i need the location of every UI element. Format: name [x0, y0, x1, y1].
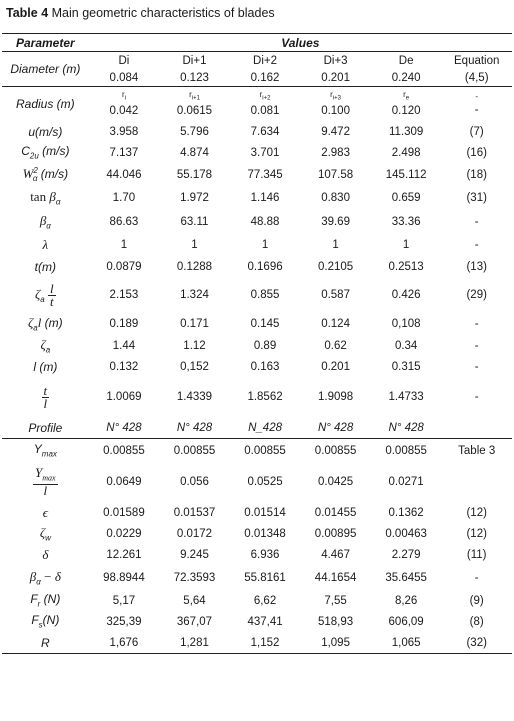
value-cell: 0.00855 — [103, 444, 145, 457]
value-cell — [371, 87, 442, 122]
param-label: ϵ — [42, 504, 48, 520]
value-cell: 0.189 — [109, 317, 139, 330]
value-cell: 0.00463 — [385, 527, 427, 540]
radius-symbol: $r_{i+1}$ — [189, 89, 200, 102]
value-cell: 1.9098 — [317, 391, 354, 403]
table-row — [2, 356, 512, 377]
table-row — [2, 544, 512, 565]
value-cell: 0.00855 — [244, 444, 286, 457]
value-cell: 1.8562 — [247, 391, 283, 403]
value-cell: 0.89 — [253, 339, 277, 352]
equation-cell — [441, 87, 512, 122]
value-cell: 1,281 — [159, 632, 230, 654]
value-cell: 0.00855 — [385, 444, 427, 457]
table-row — [2, 142, 512, 163]
param-label: $\zeta_al$ (m) — [28, 314, 63, 333]
table-row — [2, 210, 512, 234]
equation-cell — [441, 417, 512, 439]
param-label: t(m) — [34, 259, 56, 274]
header-parameter: Parameter — [2, 34, 89, 52]
value-cell: 1,065 — [371, 632, 442, 654]
value-cell: 0.0229 — [106, 527, 142, 540]
param-label: $\beta_\alpha - \delta$ — [29, 568, 61, 587]
value-cell: 44.046 — [106, 168, 142, 181]
value-cell: N° 428 — [89, 417, 160, 439]
value-cell: 0.2513 — [388, 260, 424, 273]
value-cell: 9.472 — [321, 125, 350, 138]
value-cell: 0.162 — [230, 69, 301, 87]
radius-symbol: $r_{i+2}$ — [259, 89, 271, 102]
equation-cell: (31) — [466, 192, 487, 204]
param-label: $Y_{max}$ — [33, 442, 57, 459]
value-cell: 1,676 — [89, 632, 160, 654]
value-cell: 0.00895 — [314, 527, 357, 540]
param-label: δ — [42, 546, 49, 562]
radius-symbol: $r_{i+3}$ — [330, 89, 342, 102]
table-row — [2, 632, 512, 654]
param-label: $F_r$ (N) — [30, 592, 61, 609]
table-body — [2, 52, 512, 654]
equation-cell: (13) — [466, 260, 487, 273]
value-cell: N° 428 — [371, 417, 442, 439]
table-row — [2, 163, 512, 186]
value-cell: 4.874 — [180, 146, 209, 159]
table-row — [2, 565, 512, 590]
equation-cell: (8) — [469, 615, 484, 628]
value-cell: 0.084 — [89, 69, 160, 87]
value-cell: 35.6455 — [385, 571, 427, 584]
table-row — [2, 611, 512, 632]
value-cell: 1.4339 — [176, 391, 213, 403]
value-cell: 0.1288 — [176, 260, 213, 273]
value-cell: 2.498 — [391, 146, 421, 159]
table-row — [2, 121, 512, 142]
cell-value: 0.081 — [250, 105, 280, 118]
equation-cell: (18) — [466, 168, 487, 181]
value-cell: 0.01514 — [244, 506, 286, 519]
value-cell — [230, 87, 301, 122]
table-row — [2, 439, 512, 463]
value-cell: 1 — [191, 238, 198, 251]
value-cell: 55.178 — [176, 168, 213, 181]
table-row — [2, 255, 512, 278]
value-cell: 1.0069 — [106, 391, 142, 403]
value-cell: 0.315 — [391, 360, 421, 373]
column-header: Di+1 — [182, 54, 207, 67]
value-cell: 3.958 — [109, 125, 139, 138]
equation-cell: (32) — [441, 632, 512, 654]
param-label: u(m/s) — [28, 124, 63, 139]
value-cell: 0.587 — [321, 289, 350, 301]
value-cell: 72.3593 — [173, 571, 216, 584]
table-row — [2, 377, 512, 417]
value-cell: 39.69 — [321, 216, 350, 228]
value-cell: 606,09 — [388, 615, 424, 628]
value-cell: 0.0649 — [106, 476, 142, 488]
equation-cell: - — [474, 317, 479, 330]
value-cell: 1.44 — [112, 339, 136, 352]
value-cell: 1,152 — [230, 632, 301, 654]
param-label: $F_s(N)$ — [31, 613, 60, 630]
equation-cell: (12) — [466, 506, 487, 519]
value-cell: 0.426 — [391, 289, 421, 301]
value-cell: 0.00855 — [173, 444, 216, 457]
param-label: $\zeta_w$ — [39, 524, 51, 543]
value-cell: 1.70 — [112, 192, 136, 204]
equation-cell: - — [474, 238, 479, 251]
value-cell: 0.145 — [250, 317, 280, 330]
value-cell: 2.279 — [391, 548, 421, 561]
value-cell: 1.4733 — [388, 391, 424, 403]
table-row — [2, 523, 512, 544]
param-label: R — [2, 632, 89, 654]
value-cell: 12.261 — [106, 548, 142, 561]
value-cell: 5,17 — [112, 594, 136, 607]
value-cell: 1.324 — [180, 289, 209, 301]
caption-text: Main geometric characteristics of blades — [48, 6, 275, 20]
value-cell: 325,39 — [106, 615, 142, 628]
value-cell: N° 428 — [300, 417, 371, 439]
value-cell: 1.972 — [180, 192, 209, 204]
value-cell: 437,41 — [247, 615, 283, 628]
value-cell: 5.796 — [180, 125, 209, 138]
value-cell: 63.11 — [180, 216, 209, 228]
value-cell: 518,93 — [317, 615, 354, 628]
value-cell: 1,095 — [300, 632, 371, 654]
value-cell: 77.345 — [247, 168, 283, 181]
value-cell — [300, 87, 371, 122]
param-label: $\zeta_a$ $\frac{l}{t}$ — [34, 280, 54, 309]
value-cell: 33.36 — [391, 216, 421, 228]
value-cell: 0.0172 — [176, 527, 213, 540]
table-row — [2, 186, 512, 210]
param-label: $C_{2u}$ (m/s) — [21, 144, 70, 161]
value-cell: N_428 — [230, 417, 301, 439]
subheader-row — [2, 52, 512, 70]
value-cell: 0.62 — [324, 339, 347, 352]
column-header: Di — [118, 54, 130, 67]
cell-value: 0.042 — [109, 105, 139, 118]
cell-value: - — [474, 103, 479, 116]
value-cell: 48.88 — [250, 216, 280, 228]
column-header: Di+3 — [323, 54, 348, 67]
value-cell: 145.112 — [385, 168, 427, 181]
value-cell: 1.146 — [250, 192, 280, 204]
cell-value: 0.0615 — [176, 105, 213, 118]
param-label: $\beta_\alpha$ — [39, 213, 51, 231]
value-cell: 98.8944 — [103, 571, 145, 584]
value-cell: 1 — [120, 238, 128, 251]
value-cell: 0.1696 — [247, 260, 283, 273]
value-cell: 0.240 — [371, 69, 442, 87]
table-row — [2, 234, 512, 255]
value-cell: 0.855 — [250, 289, 280, 301]
param-label: Radius (m) — [15, 97, 75, 111]
value-cell: 6.936 — [250, 548, 280, 561]
value-cell — [89, 87, 160, 122]
value-cell: 2.983 — [321, 146, 350, 159]
value-cell: 107.58 — [317, 168, 354, 181]
table-caption — [6, 6, 275, 20]
value-cell: 44.1654 — [314, 571, 357, 584]
equation-cell — [441, 462, 512, 502]
param-diameter: Diameter (m) — [2, 52, 89, 87]
column-header: Equation — [454, 54, 500, 67]
radius-symbol: $r_i$ — [121, 89, 126, 102]
column-header: De — [398, 54, 414, 67]
table-row — [2, 278, 512, 312]
equation-cell: (7) — [469, 125, 484, 138]
value-cell: 0,152 — [180, 360, 209, 373]
table-row — [2, 462, 512, 502]
param-label: $\frac{t}{l}$ — [43, 382, 48, 411]
equation-cell: (29) — [466, 289, 487, 301]
equation-cell: (12) — [466, 527, 487, 540]
value-cell: 0.0271 — [388, 476, 424, 488]
value-cell: 0.1362 — [388, 506, 424, 519]
cell-value: 0.120 — [391, 105, 421, 118]
value-cell: 0.201 — [321, 360, 350, 373]
equation-cell: - — [474, 571, 479, 584]
param-label: λ — [42, 236, 49, 252]
value-cell: 1 — [261, 238, 269, 251]
value-cell: 8,26 — [394, 594, 418, 607]
equation-cell: (11) — [466, 548, 487, 561]
value-cell: 0.124 — [321, 317, 350, 330]
value-cell: 0.0425 — [317, 476, 354, 488]
value-cell: 0.00855 — [314, 444, 357, 457]
value-cell: 0.34 — [394, 339, 418, 352]
value-cell: 0.01455 — [314, 506, 357, 519]
value-cell: 0,108 — [391, 317, 421, 330]
value-cell: 0.830 — [321, 192, 350, 204]
param-label: $W^2_\alpha$ (m/s) — [22, 165, 69, 184]
value-cell: 0.0879 — [106, 260, 142, 273]
value-cell: 7.137 — [109, 146, 139, 159]
equation-cell: - — [474, 216, 479, 228]
value-cell: 4.467 — [321, 548, 350, 561]
param-label: $\frac{Y_{max}}{l}$ — [35, 464, 56, 499]
value-cell: 86.63 — [109, 216, 139, 228]
value-cell: 0.171 — [180, 317, 209, 330]
table-row — [2, 502, 512, 523]
value-cell: 5,64 — [183, 594, 206, 607]
equation-cell: - — [474, 360, 479, 373]
value-cell: 3.701 — [250, 146, 280, 159]
equation-cell: - — [474, 391, 479, 403]
value-cell: 0.163 — [250, 360, 280, 373]
value-cell: 0.0525 — [247, 476, 283, 488]
caption-label: Table 4 — [6, 6, 49, 20]
value-cell: 0.123 — [159, 69, 230, 87]
radius-symbol: $r_e$ — [403, 89, 410, 102]
value-cell: 0.01537 — [173, 506, 216, 519]
param-label: $\zeta_a$ — [40, 336, 51, 355]
value-cell: 55.8161 — [244, 571, 286, 584]
header-values: Values — [89, 34, 512, 52]
value-cell: 0.056 — [180, 476, 209, 488]
value-cell: 0.01348 — [244, 527, 286, 540]
table-row — [2, 417, 512, 439]
equation-cell: - — [474, 339, 479, 352]
table-row — [2, 335, 512, 356]
column-header: Di+2 — [253, 54, 278, 67]
value-cell: 367,07 — [176, 615, 213, 628]
param-label: $\tan \beta_\alpha$ — [30, 189, 61, 207]
value-cell: 0.659 — [391, 192, 421, 204]
value-cell: 6,62 — [253, 594, 277, 607]
table-row — [2, 590, 512, 611]
equation-cell: (9) — [469, 594, 484, 607]
value-cell: 1 — [332, 238, 339, 251]
radius-symbol: - — [475, 91, 479, 101]
value-cell: 1 — [402, 238, 410, 251]
blade-characteristics-table — [2, 33, 512, 654]
param-label: l (m) — [33, 359, 58, 374]
equation-cell: (4,5) — [441, 69, 512, 87]
value-cell: 7,55 — [324, 594, 347, 607]
table-header-row — [2, 34, 512, 52]
value-cell: 9.245 — [180, 548, 209, 561]
table-row — [2, 312, 512, 335]
table-row — [2, 87, 512, 122]
cell-value: 0.100 — [321, 105, 350, 118]
value-cell: 0.201 — [300, 69, 371, 87]
equation-cell: (16) — [466, 146, 487, 159]
value-cell: 11.309 — [388, 125, 424, 138]
param-label: Profile — [2, 417, 89, 439]
value-cell — [159, 87, 230, 122]
value-cell: 1.12 — [183, 339, 206, 352]
value-cell: N° 428 — [159, 417, 230, 439]
value-cell: 0.01589 — [103, 506, 145, 519]
value-cell: 7.634 — [250, 125, 280, 138]
value-cell: 0.132 — [109, 360, 139, 373]
value-cell: 2.153 — [109, 289, 139, 301]
value-cell: 0.2105 — [317, 260, 354, 273]
equation-cell: Table 3 — [458, 444, 496, 457]
